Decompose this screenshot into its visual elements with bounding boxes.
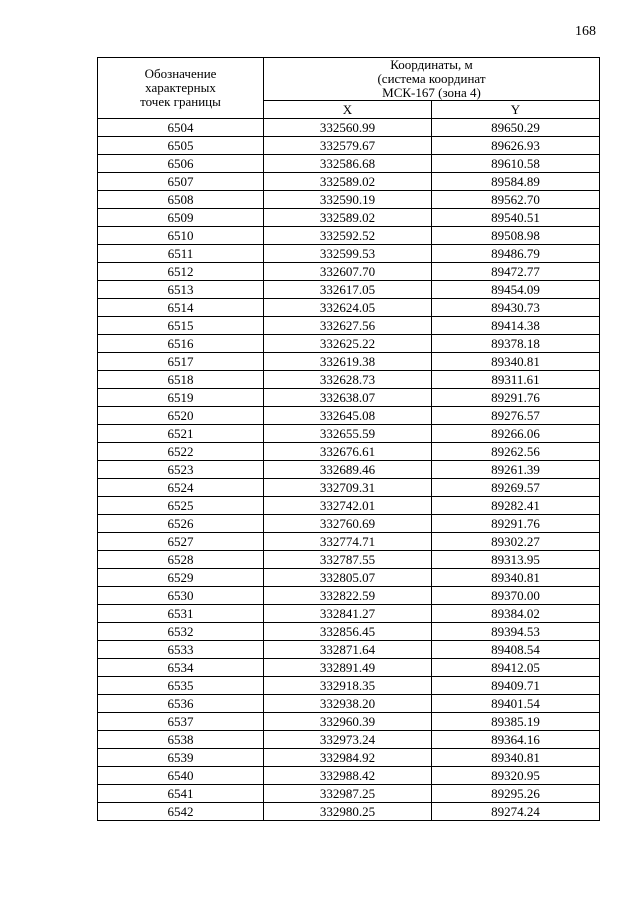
table-row [98, 263, 600, 281]
x-coordinate-cell: 332617.05 [264, 281, 432, 299]
table-row [98, 227, 600, 245]
table-row [98, 173, 600, 191]
x-coordinate-cell: 332589.02 [264, 173, 432, 191]
y-coordinate-cell: 89291.76 [432, 515, 600, 533]
point-column-header [98, 58, 264, 119]
x-coordinate-cell: 332760.69 [264, 515, 432, 533]
y-coordinate-cell: 89626.93 [432, 137, 600, 155]
point-header-line: Обозначение [144, 66, 217, 81]
coords-header-line: (система координат [377, 71, 486, 86]
x-coordinate-cell: 332579.67 [264, 137, 432, 155]
x-coordinate-cell: 332973.24 [264, 731, 432, 749]
point-cell: 6532 [98, 623, 264, 641]
y-coordinate-cell: 89610.58 [432, 155, 600, 173]
table-row [98, 137, 600, 155]
y-coordinate-cell: 89414.38 [432, 317, 600, 335]
x-coordinate-cell: 332625.22 [264, 335, 432, 353]
y-coordinate-cell: 89454.09 [432, 281, 600, 299]
y-coordinate-cell: 89584.89 [432, 173, 600, 191]
y-coordinate-cell: 89430.73 [432, 299, 600, 317]
x-coordinate-cell: 332938.20 [264, 695, 432, 713]
table-row [98, 677, 600, 695]
point-cell: 6504 [98, 119, 264, 137]
point-cell: 6537 [98, 713, 264, 731]
y-coordinate-cell: 89282.41 [432, 497, 600, 515]
y-coordinate-cell: 89364.16 [432, 731, 600, 749]
point-cell: 6517 [98, 353, 264, 371]
x-coordinate-cell: 332645.08 [264, 407, 432, 425]
table-row [98, 605, 600, 623]
y-coordinate-cell: 89385.19 [432, 713, 600, 731]
y-coordinate-cell: 89340.81 [432, 569, 600, 587]
y-coordinate-cell: 89313.95 [432, 551, 600, 569]
x-coordinate-cell: 332988.42 [264, 767, 432, 785]
x-coordinate-cell: 332628.73 [264, 371, 432, 389]
y-coordinate-cell: 89370.00 [432, 587, 600, 605]
x-coordinate-cell: 332627.56 [264, 317, 432, 335]
point-cell: 6510 [98, 227, 264, 245]
table-row [98, 443, 600, 461]
point-cell: 6514 [98, 299, 264, 317]
table-row [98, 281, 600, 299]
coords-header-line: МСК-167 (зона 4) [382, 85, 481, 100]
table-row [98, 569, 600, 587]
y-coordinate-cell: 89508.98 [432, 227, 600, 245]
point-cell: 6526 [98, 515, 264, 533]
coordinates-table [97, 57, 600, 821]
table-row [98, 389, 600, 407]
table-header [98, 58, 600, 119]
point-cell: 6516 [98, 335, 264, 353]
point-cell: 6535 [98, 677, 264, 695]
y-coordinate-cell: 89340.81 [432, 749, 600, 767]
table-row [98, 407, 600, 425]
table-body [98, 119, 600, 821]
x-coordinate-cell: 332586.68 [264, 155, 432, 173]
y-coordinate-cell: 89650.29 [432, 119, 600, 137]
x-coordinate-cell: 332918.35 [264, 677, 432, 695]
point-cell: 6512 [98, 263, 264, 281]
y-coordinate-cell: 89409.71 [432, 677, 600, 695]
y-coordinate-cell: 89472.77 [432, 263, 600, 281]
table-row [98, 353, 600, 371]
x-coordinate-cell: 332619.38 [264, 353, 432, 371]
y-coordinate-cell: 89295.26 [432, 785, 600, 803]
y-column-header: Y [432, 101, 600, 119]
point-cell: 6539 [98, 749, 264, 767]
table-row [98, 551, 600, 569]
x-coordinate-cell: 332638.07 [264, 389, 432, 407]
x-coordinate-cell: 332709.31 [264, 479, 432, 497]
table-row [98, 191, 600, 209]
x-coordinate-cell: 332676.61 [264, 443, 432, 461]
point-cell: 6524 [98, 479, 264, 497]
point-header-line: характерных [145, 80, 216, 95]
x-coordinate-cell: 332805.07 [264, 569, 432, 587]
point-cell: 6523 [98, 461, 264, 479]
table-row [98, 659, 600, 677]
table-row [98, 479, 600, 497]
x-coordinate-cell: 332891.49 [264, 659, 432, 677]
x-coordinate-cell: 332980.25 [264, 803, 432, 821]
point-cell: 6534 [98, 659, 264, 677]
y-coordinate-cell: 89394.53 [432, 623, 600, 641]
y-coordinate-cell: 89384.02 [432, 605, 600, 623]
x-coordinate-cell: 332589.02 [264, 209, 432, 227]
point-cell: 6509 [98, 209, 264, 227]
table-row [98, 245, 600, 263]
point-cell: 6542 [98, 803, 264, 821]
x-coordinate-cell: 332742.01 [264, 497, 432, 515]
y-coordinate-cell: 89291.76 [432, 389, 600, 407]
point-cell: 6531 [98, 605, 264, 623]
table-row [98, 497, 600, 515]
table-row [98, 317, 600, 335]
y-coordinate-cell: 89302.27 [432, 533, 600, 551]
page-number: 168 [575, 24, 596, 39]
y-coordinate-cell: 89311.61 [432, 371, 600, 389]
point-cell: 6541 [98, 785, 264, 803]
point-cell: 6525 [98, 497, 264, 515]
y-coordinate-cell: 89486.79 [432, 245, 600, 263]
point-cell: 6536 [98, 695, 264, 713]
point-cell: 6519 [98, 389, 264, 407]
y-coordinate-cell: 89276.57 [432, 407, 600, 425]
point-cell: 6533 [98, 641, 264, 659]
y-coordinate-cell: 89340.81 [432, 353, 600, 371]
table-row [98, 335, 600, 353]
table-row [98, 515, 600, 533]
table-row [98, 371, 600, 389]
point-cell: 6506 [98, 155, 264, 173]
table-row [98, 785, 600, 803]
point-cell: 6520 [98, 407, 264, 425]
y-coordinate-cell: 89269.57 [432, 479, 600, 497]
y-coordinate-cell: 89408.54 [432, 641, 600, 659]
point-header-line: точек границы [140, 94, 221, 109]
x-coordinate-cell: 332984.92 [264, 749, 432, 767]
x-coordinate-cell: 332822.59 [264, 587, 432, 605]
y-coordinate-cell: 89562.70 [432, 191, 600, 209]
x-coordinate-cell: 332624.05 [264, 299, 432, 317]
table-row [98, 767, 600, 785]
table-row [98, 695, 600, 713]
y-coordinate-cell: 89412.05 [432, 659, 600, 677]
y-coordinate-cell: 89262.56 [432, 443, 600, 461]
table-row [98, 119, 600, 137]
table-row [98, 641, 600, 659]
y-coordinate-cell: 89261.39 [432, 461, 600, 479]
point-cell: 6508 [98, 191, 264, 209]
x-coordinate-cell: 332599.53 [264, 245, 432, 263]
point-cell: 6515 [98, 317, 264, 335]
y-coordinate-cell: 89274.24 [432, 803, 600, 821]
y-coordinate-cell: 89540.51 [432, 209, 600, 227]
point-cell: 6522 [98, 443, 264, 461]
table-row [98, 749, 600, 767]
x-coordinate-cell: 332592.52 [264, 227, 432, 245]
y-coordinate-cell: 89401.54 [432, 695, 600, 713]
point-cell: 6529 [98, 569, 264, 587]
table-row [98, 461, 600, 479]
coords-header-line: Координаты, м [390, 57, 473, 72]
x-coordinate-cell: 332655.59 [264, 425, 432, 443]
x-coordinate-cell: 332560.99 [264, 119, 432, 137]
table-row [98, 731, 600, 749]
x-coordinate-cell: 332960.39 [264, 713, 432, 731]
x-coordinate-cell: 332689.46 [264, 461, 432, 479]
y-coordinate-cell: 89378.18 [432, 335, 600, 353]
x-coordinate-cell: 332841.27 [264, 605, 432, 623]
table-row [98, 803, 600, 821]
point-cell: 6540 [98, 767, 264, 785]
table-row [98, 713, 600, 731]
point-cell: 6528 [98, 551, 264, 569]
table-row [98, 587, 600, 605]
point-cell: 6507 [98, 173, 264, 191]
point-cell: 6521 [98, 425, 264, 443]
x-coordinate-cell: 332856.45 [264, 623, 432, 641]
point-cell: 6511 [98, 245, 264, 263]
point-cell: 6518 [98, 371, 264, 389]
y-coordinate-cell: 89320.95 [432, 767, 600, 785]
x-coordinate-cell: 332871.64 [264, 641, 432, 659]
table-row [98, 299, 600, 317]
table-row [98, 533, 600, 551]
x-coordinate-cell: 332787.55 [264, 551, 432, 569]
table-row [98, 623, 600, 641]
y-coordinate-cell: 89266.06 [432, 425, 600, 443]
x-coordinate-cell: 332774.71 [264, 533, 432, 551]
x-column-header: X [264, 101, 432, 119]
point-cell: 6530 [98, 587, 264, 605]
table-row [98, 425, 600, 443]
coordinates-column-header [264, 58, 600, 101]
point-cell: 6505 [98, 137, 264, 155]
point-cell: 6538 [98, 731, 264, 749]
table-row [98, 209, 600, 227]
point-cell: 6527 [98, 533, 264, 551]
x-coordinate-cell: 332987.25 [264, 785, 432, 803]
x-coordinate-cell: 332607.70 [264, 263, 432, 281]
table-row [98, 155, 600, 173]
x-coordinate-cell: 332590.19 [264, 191, 432, 209]
point-cell: 6513 [98, 281, 264, 299]
